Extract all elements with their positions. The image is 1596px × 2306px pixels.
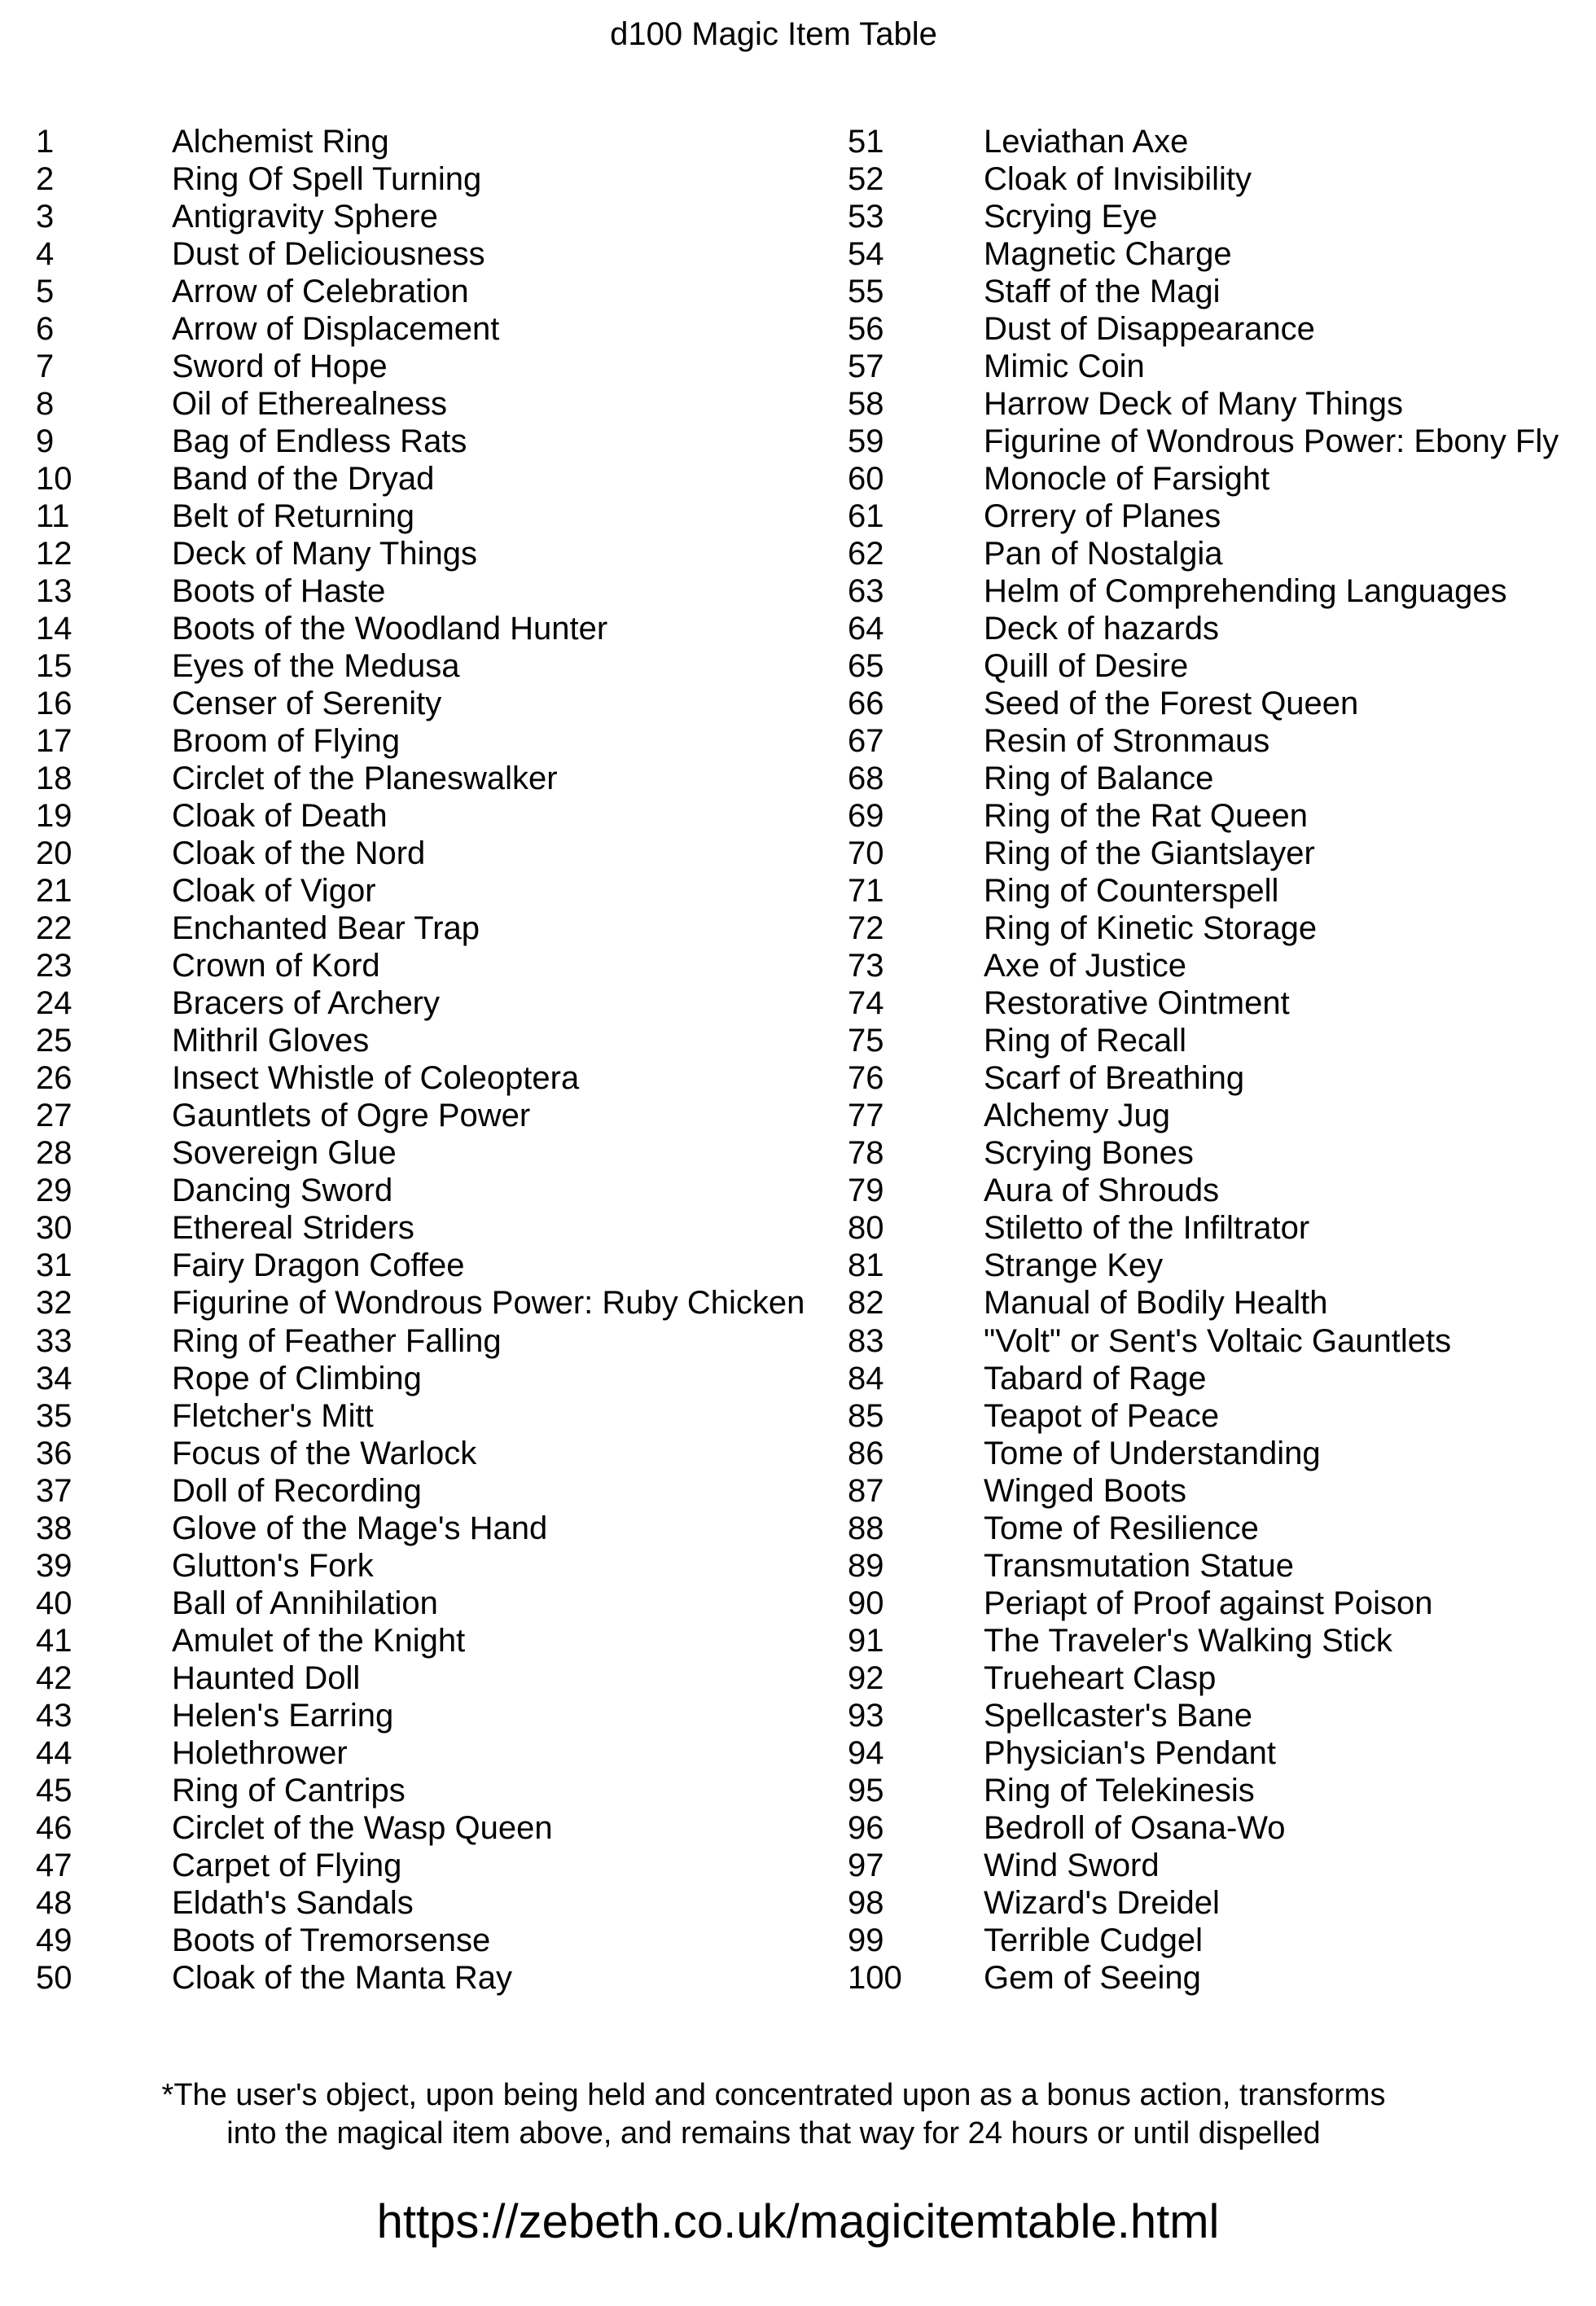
item-number: 34 — [36, 1360, 72, 1396]
item-name: Dancing Sword — [172, 1173, 393, 1209]
item-name: Figurine of Wondrous Power: Ruby Chicken — [172, 1285, 805, 1322]
item-name: Stiletto of the Infiltrator — [984, 1210, 1310, 1247]
item-name: Ball of Annihilation — [172, 1585, 438, 1621]
item-number: 81 — [848, 1247, 884, 1284]
item-number: 39 — [36, 1547, 72, 1584]
item-name: Focus of the Warlock — [172, 1435, 477, 1471]
item-name: Gem of Seeing — [984, 1959, 1201, 1996]
item-number: 91 — [848, 1622, 884, 1659]
item-name: Fletcher's Mitt — [172, 1397, 374, 1434]
item-number: 51 — [848, 124, 884, 160]
item-number: 43 — [36, 1697, 72, 1734]
item-name: Alchemy Jug — [984, 1098, 1170, 1134]
item-name: Bag of Endless Rats — [172, 423, 467, 460]
item-number: 16 — [36, 686, 72, 722]
item-name: Orrery of Planes — [984, 498, 1221, 535]
item-name: Boots of Tremorsense — [172, 1922, 491, 1958]
item-number: 54 — [848, 236, 884, 273]
item-name: Scrying Bones — [984, 1135, 1194, 1172]
item-name: Ring of the Giantslayer — [984, 835, 1315, 872]
item-name: Gauntlets of Ogre Power — [172, 1098, 531, 1134]
item-name: Tome of Understanding — [984, 1435, 1321, 1471]
item-name: Magnetic Charge — [984, 236, 1232, 273]
item-name: Bedroll of Osana-Wo — [984, 1809, 1286, 1846]
item-name: Aura of Shrouds — [984, 1173, 1220, 1209]
item-number: 80 — [848, 1210, 884, 1247]
item-name: Ring of Cantrips — [172, 1772, 406, 1808]
item-name: Quill of Desire — [984, 648, 1189, 685]
item-name: Doll of Recording — [172, 1472, 422, 1509]
item-number: 36 — [36, 1435, 72, 1471]
item-name: Ring of the Rat Queen — [984, 798, 1309, 835]
item-name: Amulet of the Knight — [172, 1622, 466, 1659]
item-name: Ring of Balance — [984, 761, 1214, 797]
item-number: 86 — [848, 1435, 884, 1471]
item-number: 95 — [848, 1772, 884, 1808]
item-number: 14 — [36, 611, 72, 647]
item-number: 3 — [36, 199, 55, 235]
item-number: 19 — [36, 798, 72, 835]
item-name: The Traveler's Walking Stick — [984, 1622, 1392, 1659]
item-name: Insect Whistle of Coleoptera — [172, 1060, 580, 1097]
item-number: 18 — [36, 761, 72, 797]
item-number: 20 — [36, 835, 72, 872]
footnote — [0, 2076, 1547, 2153]
item-name: Winged Boots — [984, 1472, 1187, 1509]
item-name: Circlet of the Planeswalker — [172, 761, 558, 797]
item-name: Physician's Pendant — [984, 1734, 1276, 1771]
item-number: 23 — [36, 948, 72, 984]
item-number: 99 — [848, 1922, 884, 1958]
item-number: 56 — [848, 311, 884, 348]
item-number: 55 — [848, 274, 884, 310]
item-number: 73 — [848, 948, 884, 984]
item-number: 58 — [848, 386, 884, 423]
item-name: Holethrower — [172, 1734, 348, 1771]
item-name: Fairy Dragon Coffee — [172, 1247, 465, 1284]
item-name: Pan of Nostalgia — [984, 536, 1223, 572]
item-name: Periapt of Proof against Poison — [984, 1585, 1433, 1621]
item-name: Manual of Bodily Health — [984, 1285, 1328, 1322]
item-number: 42 — [36, 1659, 72, 1696]
item-name: Ethereal Striders — [172, 1210, 414, 1247]
item-name: Leviathan Axe — [984, 124, 1189, 160]
item-number: 27 — [36, 1098, 72, 1134]
item-name: Cloak of Death — [172, 798, 388, 835]
item-number: 60 — [848, 461, 884, 498]
item-name: Bracers of Archery — [172, 985, 441, 1022]
item-number: 2 — [36, 161, 55, 198]
item-number: 65 — [848, 648, 884, 685]
item-name: Band of the Dryad — [172, 461, 435, 498]
item-number: 9 — [36, 423, 55, 460]
item-name: Boots of Haste — [172, 573, 386, 610]
item-number: 41 — [36, 1622, 72, 1659]
item-number: 68 — [848, 761, 884, 797]
item-name: Belt of Returning — [172, 498, 414, 535]
item-number: 28 — [36, 1135, 72, 1172]
footnote-line-1: *The user's object, upon being held and concentrated upon as a bonus action, transforms — [161, 2078, 1386, 2112]
item-name: Wind Sword — [984, 1847, 1160, 1883]
item-name: Deck of Many Things — [172, 536, 477, 572]
item-number: 8 — [36, 386, 55, 423]
item-number: 89 — [848, 1547, 884, 1584]
item-name: Cloak of the Manta Ray — [172, 1959, 512, 1996]
item-number: 4 — [36, 236, 55, 273]
item-name: Terrible Cudgel — [984, 1922, 1204, 1958]
item-number: 97 — [848, 1847, 884, 1883]
item-name: Eyes of the Medusa — [172, 648, 460, 685]
item-number: 78 — [848, 1135, 884, 1172]
item-number: 77 — [848, 1098, 884, 1134]
item-name: Helen's Earring — [172, 1697, 394, 1734]
item-name: Trueheart Clasp — [984, 1659, 1217, 1696]
item-name: Cloak of Vigor — [172, 873, 376, 910]
item-name: Tome of Resilience — [984, 1510, 1259, 1546]
item-name: Tabard of Rage — [984, 1360, 1207, 1396]
item-name: Eldath's Sandals — [172, 1884, 414, 1921]
item-name: Circlet of the Wasp Queen — [172, 1809, 553, 1846]
item-number: 94 — [848, 1734, 884, 1771]
item-name: Censer of Serenity — [172, 686, 442, 722]
item-number: 67 — [848, 723, 884, 760]
item-name: Haunted Doll — [172, 1659, 361, 1696]
item-name: Crown of Kord — [172, 948, 380, 984]
item-name: Sovereign Glue — [172, 1135, 397, 1172]
item-number: 62 — [848, 536, 884, 572]
item-name: Spellcaster's Bane — [984, 1697, 1253, 1734]
item-name: Dust of Deliciousness — [172, 236, 485, 273]
item-name: Transmutation Statue — [984, 1547, 1294, 1584]
item-number: 50 — [36, 1959, 72, 1996]
item-name: Monocle of Farsight — [984, 461, 1270, 498]
item-number: 85 — [848, 1397, 884, 1434]
item-number: 61 — [848, 498, 884, 535]
item-name: Ring Of Spell Turning — [172, 161, 482, 198]
item-name: Deck of hazards — [984, 611, 1220, 647]
item-number: 31 — [36, 1247, 72, 1284]
item-number: 11 — [36, 498, 70, 535]
item-number: 74 — [848, 985, 884, 1022]
item-number: 59 — [848, 423, 884, 460]
item-number: 57 — [848, 349, 884, 385]
item-number: 5 — [36, 274, 55, 310]
item-number: 72 — [848, 910, 884, 947]
item-number: 66 — [848, 686, 884, 722]
item-number: 63 — [848, 573, 884, 610]
item-name: Rope of Climbing — [172, 1360, 422, 1396]
item-name: Ring of Feather Falling — [172, 1322, 502, 1359]
item-name: Cloak of the Nord — [172, 835, 426, 872]
item-name: Oil of Etherealness — [172, 386, 447, 423]
item-number: 98 — [848, 1884, 884, 1921]
item-number: 7 — [36, 349, 55, 385]
item-name: Resin of Stronmaus — [984, 723, 1270, 760]
item-name: Staff of the Magi — [984, 274, 1221, 310]
item-number: 45 — [36, 1772, 72, 1808]
item-number: 93 — [848, 1697, 884, 1734]
item-name: Arrow of Displacement — [172, 311, 500, 348]
item-name: "Volt" or Sent's Voltaic Gauntlets — [984, 1322, 1452, 1359]
item-number: 90 — [848, 1585, 884, 1621]
item-number: 35 — [36, 1397, 72, 1434]
item-name: Ring of Counterspell — [984, 873, 1279, 910]
item-number: 88 — [848, 1510, 884, 1546]
item-name: Teapot of Peace — [984, 1397, 1220, 1434]
item-name: Cloak of Invisibility — [984, 161, 1252, 198]
item-number: 37 — [36, 1472, 72, 1509]
item-name: Mimic Coin — [984, 349, 1145, 385]
item-number: 29 — [36, 1173, 72, 1209]
item-name: Mithril Gloves — [172, 1023, 370, 1059]
item-name: Seed of the Forest Queen — [984, 686, 1359, 722]
item-name: Strange Key — [984, 1247, 1164, 1284]
item-number: 15 — [36, 648, 72, 685]
footnote-line-2: into the magical item above, and remains that way for 24 hours or until dispelled — [226, 2116, 1321, 2150]
item-name: Scrying Eye — [984, 199, 1158, 235]
item-number: 40 — [36, 1585, 72, 1621]
item-number: 13 — [36, 573, 72, 610]
item-number: 30 — [36, 1210, 72, 1247]
item-number: 46 — [36, 1809, 72, 1846]
item-name: Antigravity Sphere — [172, 199, 438, 235]
item-number: 47 — [36, 1847, 72, 1883]
item-number: 17 — [36, 723, 72, 760]
item-number: 53 — [848, 199, 884, 235]
item-number: 52 — [848, 161, 884, 198]
item-name: Arrow of Celebration — [172, 274, 469, 310]
item-number: 1 — [36, 124, 55, 160]
item-name: Sword of Hope — [172, 349, 388, 385]
item-number: 100 — [848, 1959, 902, 1996]
item-number: 70 — [848, 835, 884, 872]
item-name: Helm of Comprehending Languages — [984, 573, 1507, 610]
item-number: 10 — [36, 461, 72, 498]
item-name: Figurine of Wondrous Power: Ebony Fly — [984, 423, 1559, 460]
item-number: 96 — [848, 1809, 884, 1846]
item-number: 44 — [36, 1734, 72, 1771]
item-number: 38 — [36, 1510, 72, 1546]
item-number: 75 — [848, 1023, 884, 1059]
item-name: Wizard's Dreidel — [984, 1884, 1220, 1921]
item-number: 32 — [36, 1285, 72, 1322]
item-number: 6 — [36, 311, 55, 348]
item-name: Carpet of Flying — [172, 1847, 402, 1883]
item-number: 12 — [36, 536, 72, 572]
item-name: Axe of Justice — [984, 948, 1187, 984]
item-number: 49 — [36, 1922, 72, 1958]
item-number: 71 — [848, 873, 884, 910]
item-number: 84 — [848, 1360, 884, 1396]
item-name: Broom of Flying — [172, 723, 401, 760]
item-name: Restorative Ointment — [984, 985, 1290, 1022]
item-number: 76 — [848, 1060, 884, 1097]
item-number: 79 — [848, 1173, 884, 1209]
item-name: Dust of Disappearance — [984, 311, 1315, 348]
item-name: Enchanted Bear Trap — [172, 910, 480, 947]
item-number: 83 — [848, 1322, 884, 1359]
item-number: 22 — [36, 910, 72, 947]
item-number: 33 — [36, 1322, 72, 1359]
item-number: 21 — [36, 873, 72, 910]
item-name: Boots of the Woodland Hunter — [172, 611, 608, 647]
item-name: Ring of Recall — [984, 1023, 1187, 1059]
item-number: 92 — [848, 1659, 884, 1696]
item-name: Alchemist Ring — [172, 124, 389, 160]
item-number: 48 — [36, 1884, 72, 1921]
item-number: 87 — [848, 1472, 884, 1509]
item-name: Harrow Deck of Many Things — [984, 386, 1403, 423]
item-number: 26 — [36, 1060, 72, 1097]
item-number: 25 — [36, 1023, 72, 1059]
page-title: d100 Magic Item Table — [610, 16, 937, 52]
item-number: 64 — [848, 611, 884, 647]
source-url: https://zebeth.co.uk/magicitemtable.html — [376, 2195, 1220, 2248]
item-name: Ring of Telekinesis — [984, 1772, 1255, 1808]
item-name: Glutton's Fork — [172, 1547, 374, 1584]
item-name: Glove of the Mage's Hand — [172, 1510, 548, 1546]
item-name: Scarf of Breathing — [984, 1060, 1245, 1097]
item-number: 82 — [848, 1285, 884, 1322]
item-number: 69 — [848, 798, 884, 835]
item-name: Ring of Kinetic Storage — [984, 910, 1318, 947]
item-number: 24 — [36, 985, 72, 1022]
